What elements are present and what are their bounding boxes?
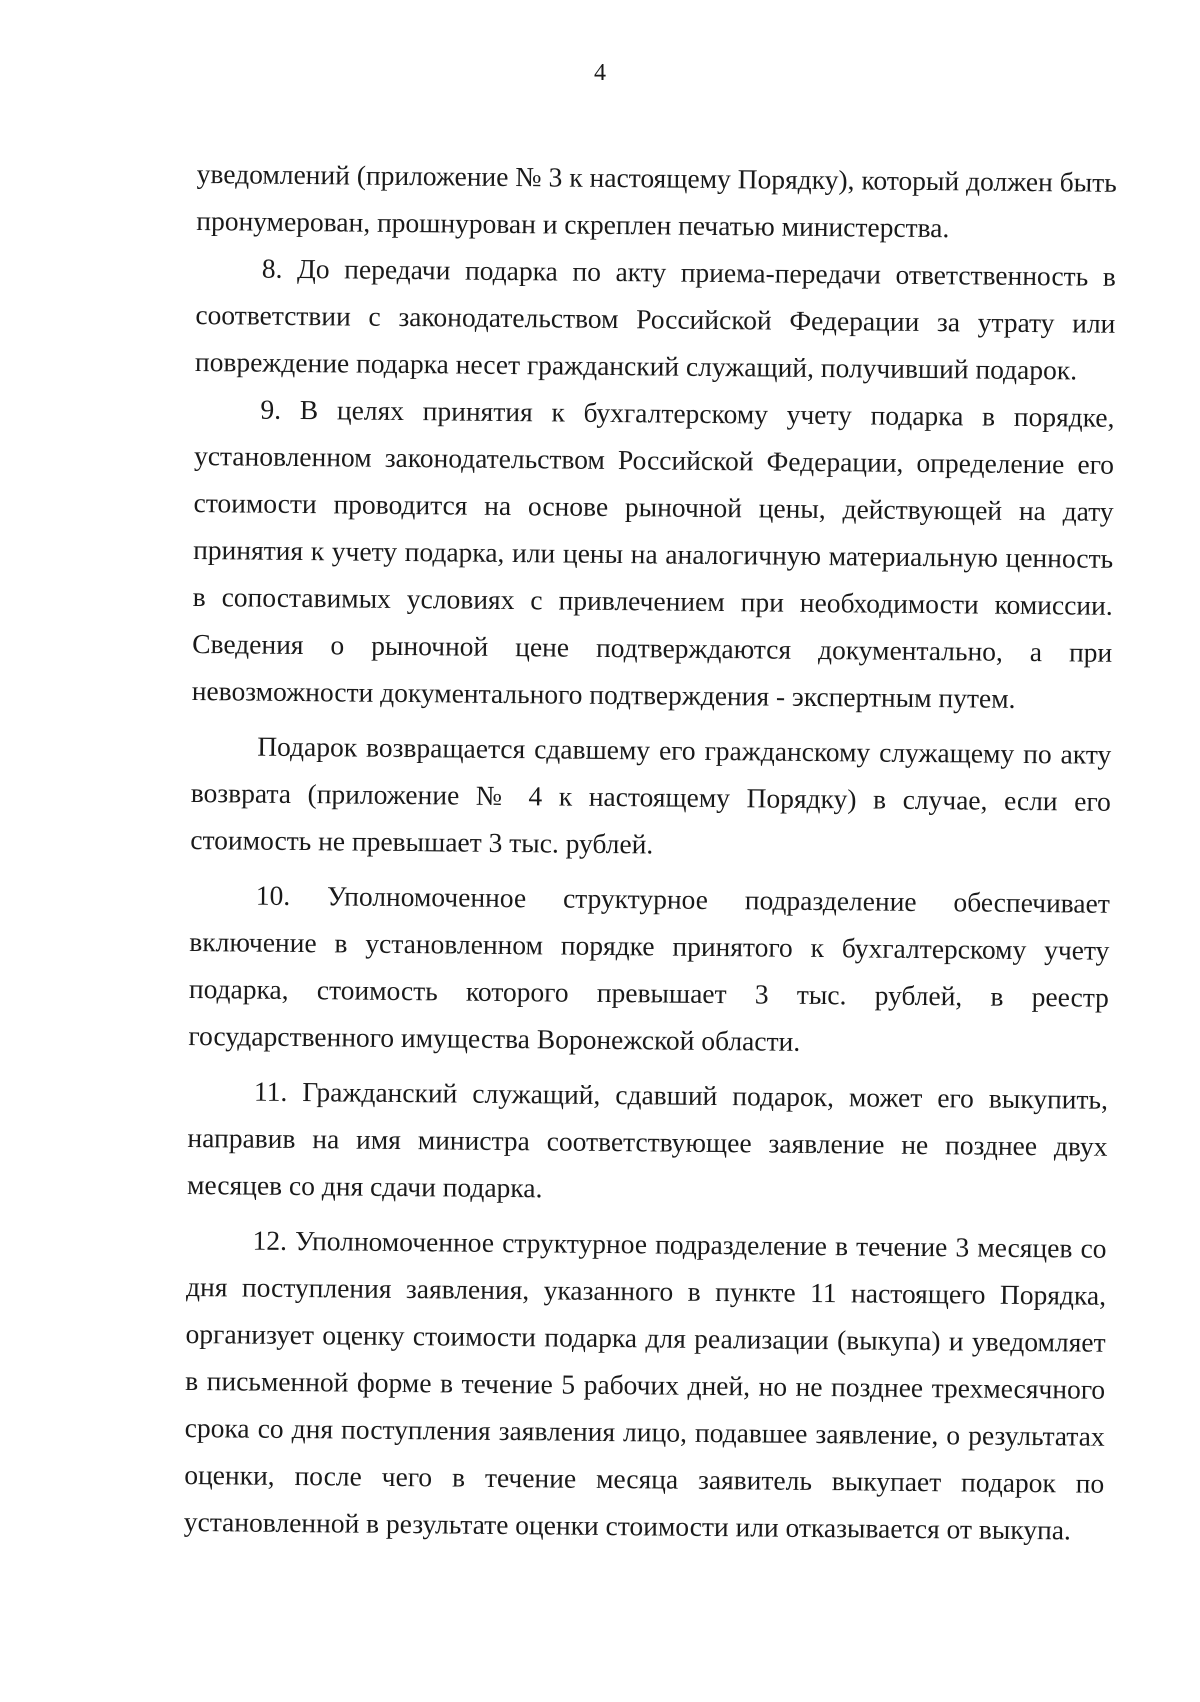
paragraph-item-11: 11. Гражданский служащий, сдавший подарок, может его выкупить, направив на имя министра соответствующее заявление не позднее двух месяцев со дня сдачи подарка. [186, 1075, 1109, 1204]
paragraph-item-9: 9. В целях принятия к бухгалтерскому учету подарка в порядке, установленном законодательством Российской Федерации, определение его стоимости проводится на основе рыночной цены, действующей на дату принятия к учету подарка, или цены на аналогичную материальную ценность в сопоставимых условиях с привлечением при необходимости комиссии. Сведения о рыночной цене подтверждаются документально, а при невозможности документального подтверждения - экспертным путем. [191, 393, 1115, 714]
paragraph-continuation: уведомлений (приложение № 3 к настоящему Порядку), который должен быть пронумерован, прошнурован и скреплен печатью министерства. [196, 157, 1117, 244]
paragraph-item-8: 8. До передачи подарка по акту приема-передачи ответственность в соответствии с законодательством Российской Федерации за утрату или повреждение подарка несет гражданский служащий, получивший подарок. [194, 252, 1116, 386]
paragraph-item-10: 10. Уполномоченное структурное подразделение обеспечивает включение в установленном порядке принятого к бухгалтерскому учету подарка, стоимость которого превышает 3 тыс. рублей, в реестр государственного имущества Воронежской области. [188, 879, 1110, 1057]
paragraph-gift-return: Подарок возвращается сдавшему его гражданскому служащему по акту возврата (приложение № 4 к настоящему Порядку) в случае, если его стоимость не превышает 3 тыс. рублей. [190, 730, 1112, 860]
paragraph-item-12: 12. Уполномоченное структурное подразделение в течение 3 месяцев со дня поступления заявления, указанного в пункте 11 настоящего Порядка, организует оценку стоимости подарка для реализации (выкупа) и уведомляет в письменной форме в течение 5 рабочих дней, но не позднее трехмесячного срока со дня поступления заявления лицо, подавшее заявление, о результатах оценки, после чего в течение месяца заявитель выкупает подарок по установленной в результате оценки стоимости или отказывается от выкупа. [183, 1224, 1107, 1546]
document-body [184, 150, 1117, 1554]
page-number: 4 [594, 60, 606, 86]
